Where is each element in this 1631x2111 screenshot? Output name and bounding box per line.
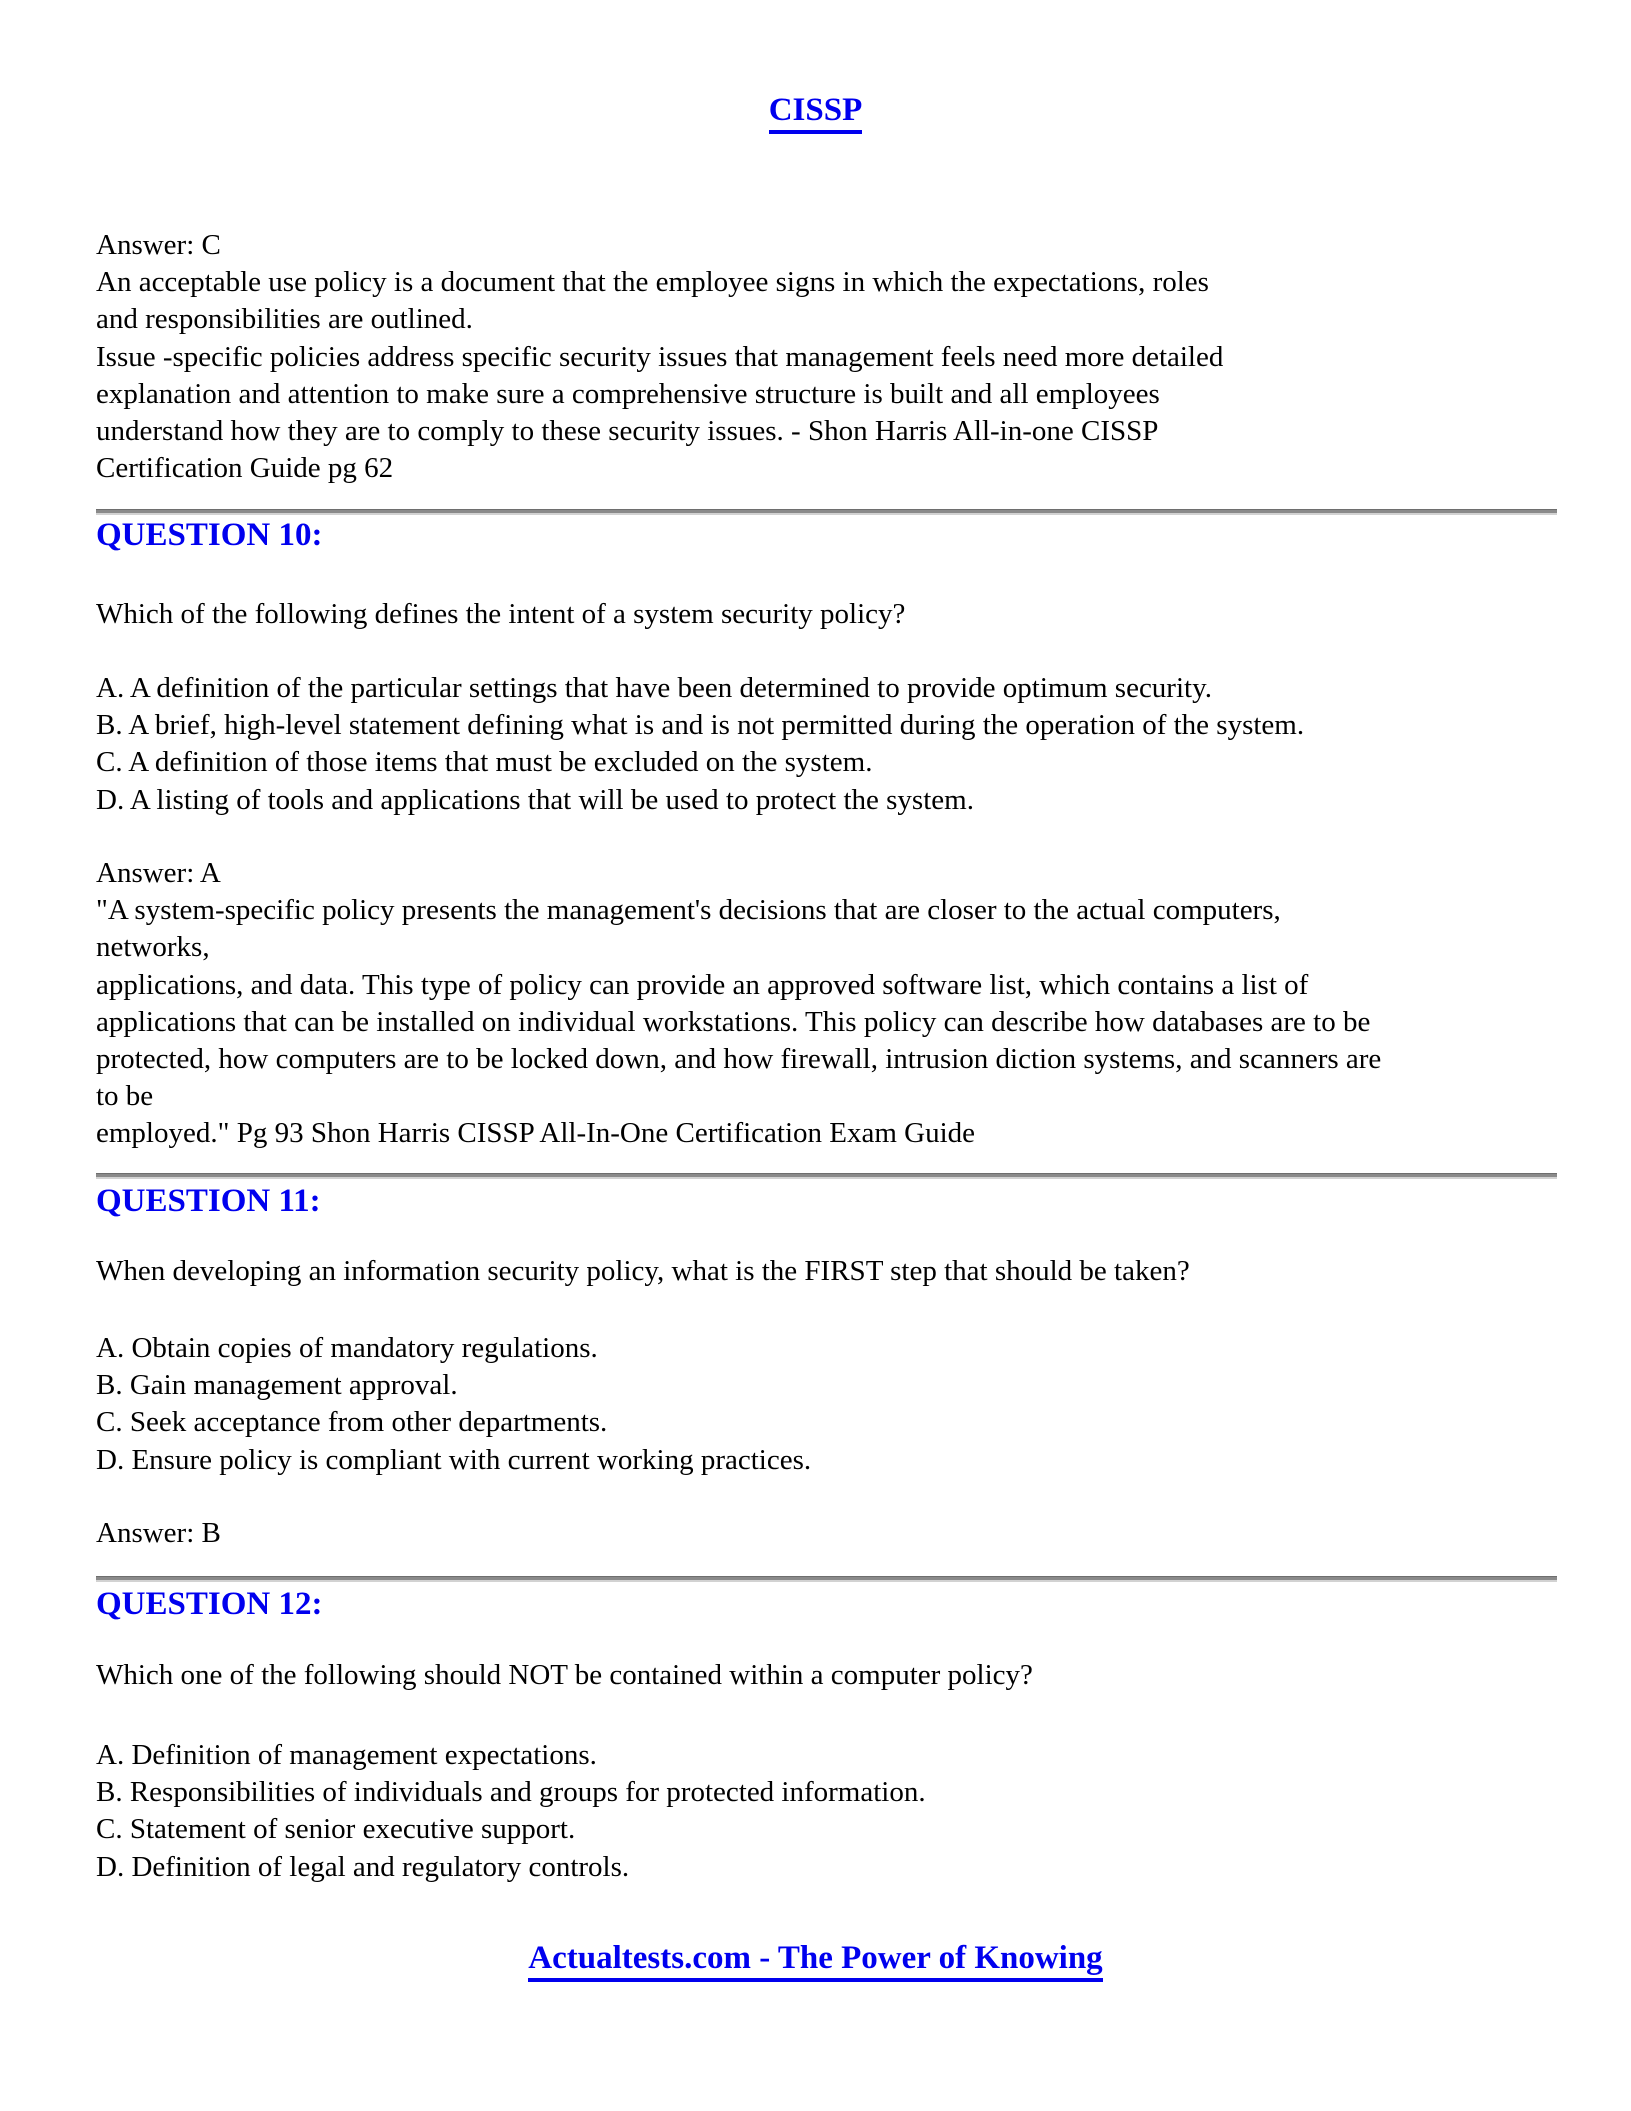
text-line: Certification Guide pg 62 <box>96 452 394 485</box>
answer-c-paragraph <box>96 227 1596 487</box>
option-a: A. Definition of management expectations. <box>96 1739 597 1771</box>
explanation-line: to be <box>96 1080 154 1113</box>
option-d: D. A listing of tools and applications that will be used to protect the system. <box>96 783 974 816</box>
text-line: An acceptable use policy is a document that the employee signs in which the expectations, roles <box>96 266 1209 299</box>
question-10-heading: QUESTION 10: <box>96 517 323 553</box>
option-c: C. Seek acceptance from other departments. <box>96 1406 608 1439</box>
text-line: understand how they are to comply to these security issues. - Shon Harris All-in-one CISSP <box>96 415 1159 448</box>
option-a: A. Obtain copies of mandatory regulations. <box>96 1332 598 1364</box>
option-a: A. A definition of the particular settings that have been determined to provide optimum security. <box>96 672 1212 704</box>
question-line: When developing an information security policy, what is the FIRST step that should be taken? <box>96 1255 1190 1287</box>
question-11-options <box>96 1330 1596 1479</box>
question-12-options <box>96 1737 1596 1886</box>
option-c: C. Statement of senior executive support. <box>96 1813 576 1846</box>
explanation-line: networks, <box>96 931 210 964</box>
page-footer <box>0 1940 1631 1982</box>
explanation-line: "A system-specific policy presents the management's decisions that are closer to the actual computers, <box>96 894 1281 927</box>
question-12-text <box>96 1657 1596 1694</box>
answer-line: Answer: A <box>96 857 221 889</box>
explanation-line: applications that can be installed on individual workstations. This policy can describe how databases are to be <box>96 1005 1371 1038</box>
text-line: Issue -specific policies address specific security issues that management feels need more detailed <box>96 340 1224 373</box>
question-11-heading: QUESTION 11: <box>96 1183 321 1219</box>
explanation-line: applications, and data. This type of policy can provide an approved software list, which contains a list of <box>96 968 1309 1001</box>
section-divider-2 <box>96 1173 1557 1179</box>
question-line: Which one of the following should NOT be contained within a computer policy? <box>96 1659 1033 1691</box>
option-b: B. A brief, high-level statement defining what is and is not permitted during the operation of the system. <box>96 709 1305 742</box>
footer-link[interactable]: Actualtests.com - The Power of Knowing <box>528 1940 1102 1982</box>
question-11-answer-block <box>96 1515 1596 1552</box>
option-b: B. Responsibilities of individuals and groups for protected information. <box>96 1776 926 1809</box>
question-12-heading: QUESTION 12: <box>96 1586 323 1622</box>
explanation-line: employed." Pg 93 Shon Harris CISSP All-In-One Certification Exam Guide <box>96 1117 976 1150</box>
explanation-line: protected, how computers are to be locked down, and how firewall, intrusion diction systems, and scanners are <box>96 1043 1382 1076</box>
question-10-text <box>96 596 1596 633</box>
title-link[interactable]: CISSP <box>769 92 863 134</box>
section-divider-3 <box>96 1576 1557 1582</box>
question-10-answer-block <box>96 855 1596 1153</box>
answer-line: Answer: C <box>96 229 221 261</box>
question-11-text <box>96 1253 1596 1290</box>
option-d: D. Ensure policy is compliant with current working practices. <box>96 1443 812 1476</box>
question-10-options <box>96 670 1596 819</box>
page-title <box>0 92 1631 134</box>
option-c: C. A definition of those items that must be excluded on the system. <box>96 746 873 779</box>
text-line: and responsibilities are outlined. <box>96 303 473 336</box>
answer-line: Answer: B <box>96 1517 221 1549</box>
question-line: Which of the following defines the intent of a system security policy? <box>96 598 906 630</box>
section-divider-1 <box>96 509 1557 515</box>
option-b: B. Gain management approval. <box>96 1369 458 1402</box>
option-d: D. Definition of legal and regulatory controls. <box>96 1850 630 1883</box>
text-line: explanation and attention to make sure a comprehensive structure is built and all employees <box>96 377 1160 410</box>
